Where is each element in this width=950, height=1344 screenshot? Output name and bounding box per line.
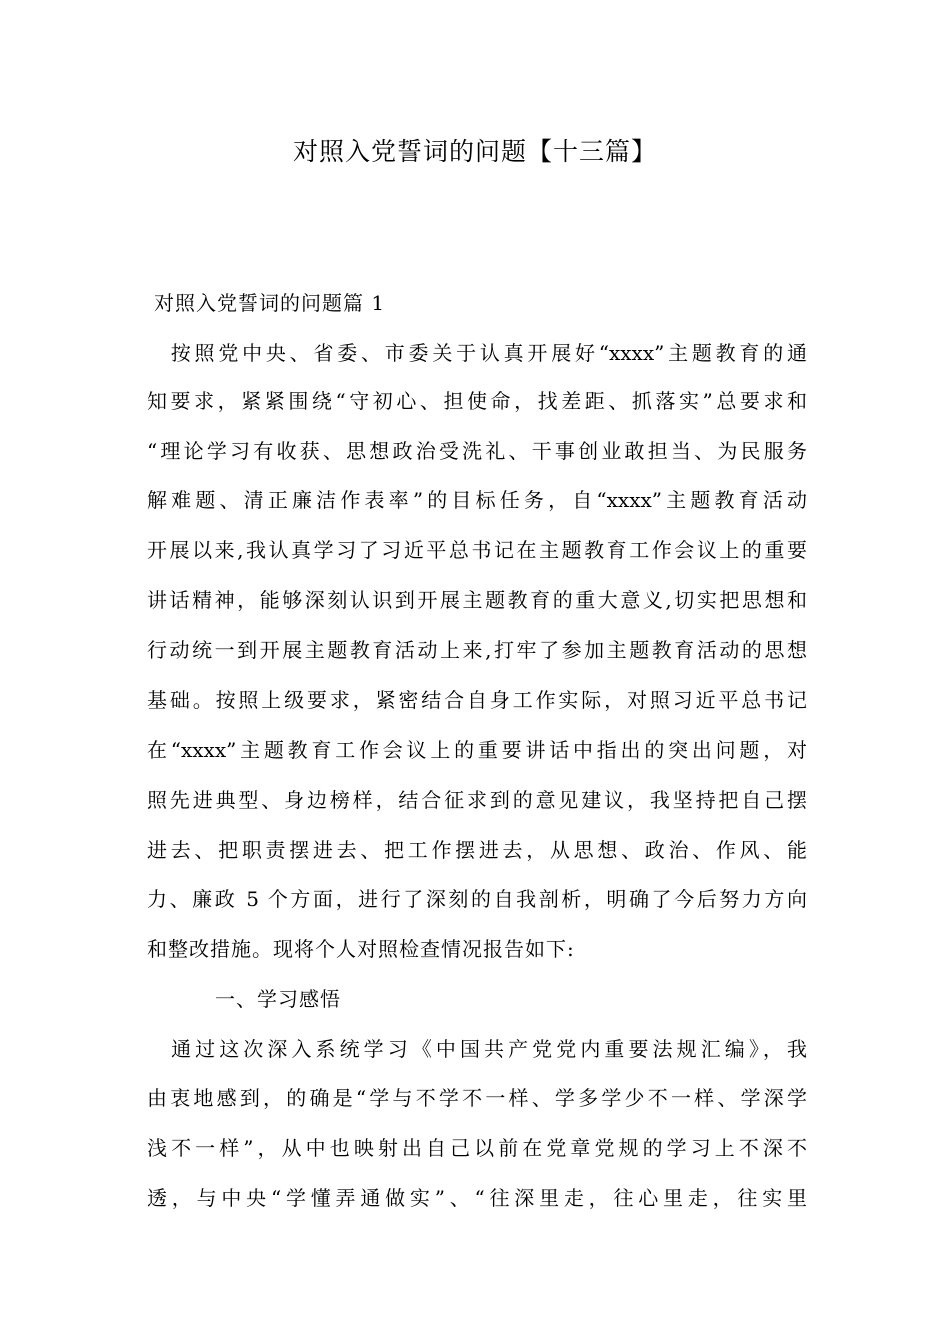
paragraph-line: 浅不一样”，从中也映射出自己以前在党章党规的学习上不深不 xyxy=(147,1136,807,1160)
paragraph-line: 知要求，紧紧围绕“守初心、担使命，找差距、抓落实”总要求和 xyxy=(147,389,807,413)
paragraph-line: 解难题、清正廉洁作表率”的目标任务，自“xxxx”主题教育活动 xyxy=(147,488,807,512)
paragraph-line: 按照党中央、省委、市委关于认真开展好“xxxx”主题教育的通 xyxy=(147,341,807,365)
paragraph-line: 进去、把职责摆进去、把工作摆进去，从思想、政治、作风、能 xyxy=(147,838,807,862)
paragraph-line: 通过这次深入系统学习《中国共产党党内重要法规汇编》，我 xyxy=(147,1037,807,1061)
paragraph-line: 力、廉政 5 个方面，进行了深刻的自我剖析，明确了今后努力方向 xyxy=(147,887,807,911)
section-heading: 对照入党誓词的问题篇 1 xyxy=(154,291,386,315)
paragraph-line: 照先进典型、身边榜样，结合征求到的意见建议，我坚持把自己摆 xyxy=(147,788,807,812)
paragraph-line: “理论学习有收获、思想政治受洗礼、干事创业敢担当、为民服务 xyxy=(147,439,807,463)
paragraph-line: 开展以来,我认真学习了习近平总书记在主题教育工作会议上的重要 xyxy=(147,538,807,562)
sub-heading: 一、学习感悟 xyxy=(215,987,341,1011)
paragraph-line: 在“xxxx”主题教育工作会议上的重要讲话中指出的突出问题，对 xyxy=(147,738,807,762)
paragraph-line: 行动统一到开展主题教育活动上来,打牢了参加主题教育活动的思想 xyxy=(147,638,807,662)
paragraph-line: 透，与中央“学懂弄通做实”、“往深里走，往心里走，往实里 xyxy=(147,1186,807,1210)
paragraph-line: 基础。按照上级要求，紧密结合自身工作实际，对照习近平总书记 xyxy=(147,688,807,712)
paragraph-line: 和整改措施。现将个人对照检查情况报告如下: xyxy=(147,937,575,961)
paragraph-line: 由衷地感到，的确是“学与不学不一样、学多学少不一样、学深学 xyxy=(147,1086,807,1110)
paragraph-line: 讲话精神，能够深刻认识到开展主题教育的重大意义,切实把思想和 xyxy=(147,588,807,612)
document-title: 对照入党誓词的问题【十三篇】 xyxy=(292,137,657,166)
